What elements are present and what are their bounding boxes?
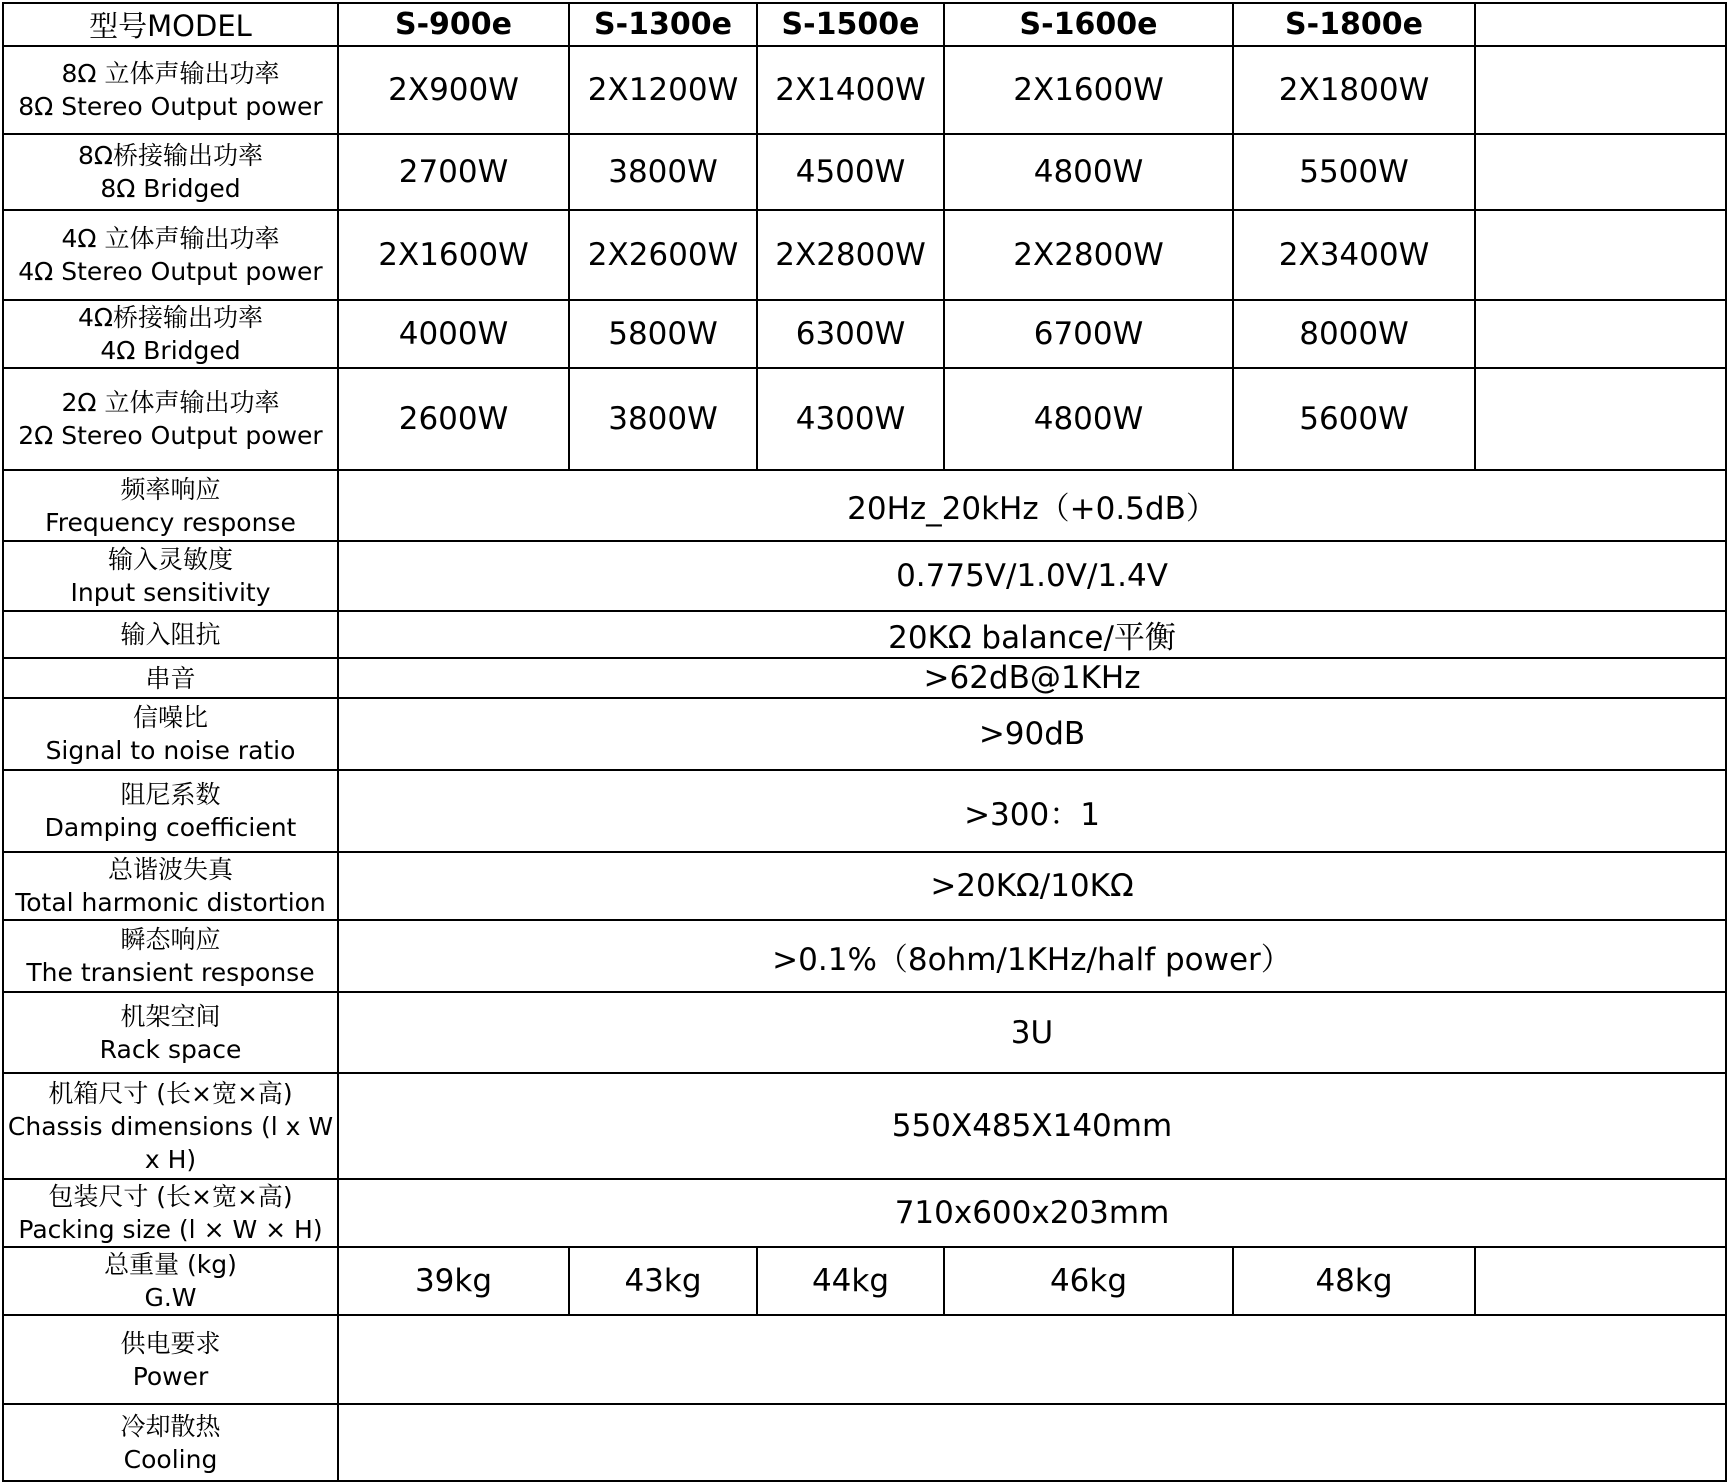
- row-label-cn: 输入阻抗: [120, 620, 221, 649]
- row-label-en: Signal to noise ratio: [45, 736, 296, 765]
- spec-table: [2, 2, 1727, 1482]
- power-row-2ohm-stereo: [3, 368, 1726, 470]
- row-label: [3, 210, 338, 300]
- row-label: [3, 541, 338, 611]
- row-label: [3, 470, 338, 541]
- spec-row-cooling: [3, 1404, 1726, 1481]
- value-cell: 48kg: [1233, 1247, 1475, 1315]
- row-label-en: 8Ω Stereo Output power: [18, 92, 323, 121]
- value-cell: 4800W: [944, 368, 1233, 470]
- value-cell: 4500W: [757, 134, 944, 210]
- value-cell: 2X1600W: [944, 46, 1233, 134]
- row-label-cn: 包装尺寸 (长×宽×高): [48, 1182, 293, 1211]
- row-label-cn: 4Ω 立体声输出功率: [61, 224, 280, 253]
- spec-row-frequency-response: [3, 470, 1726, 541]
- row-label: [3, 770, 338, 852]
- spec-row-packing-size: [3, 1179, 1726, 1247]
- row-label-cn: 2Ω 立体声输出功率: [61, 388, 280, 417]
- row-label-en: Total harmonic distortion: [15, 888, 326, 917]
- row-label-cn: 冷却散热: [120, 1411, 221, 1441]
- spec-value: [338, 1315, 1726, 1404]
- value-cell: 2X2800W: [944, 210, 1233, 300]
- spec-row-snr: [3, 698, 1726, 770]
- row-label-cn: 频率响应: [120, 474, 221, 504]
- power-row-4ohm-bridged: [3, 300, 1726, 368]
- row-label-en: The transient response: [26, 958, 315, 987]
- row-label: [3, 852, 338, 920]
- value-cell: 4800W: [944, 134, 1233, 210]
- row-label-cn: 串音: [145, 663, 196, 693]
- row-label: [3, 992, 338, 1073]
- value-cell: 43kg: [569, 1247, 757, 1315]
- empty-cell: [1475, 300, 1726, 368]
- value-cell: 4000W: [338, 300, 569, 368]
- spec-row-input-sensitivity: [3, 541, 1726, 611]
- row-label-en: Power: [132, 1361, 209, 1391]
- power-row-4ohm-stereo: [3, 210, 1726, 300]
- model-s1300e-header: S-1300e: [569, 3, 757, 46]
- row-label: [3, 368, 338, 470]
- row-label-cn: 总重量 (kg): [104, 1250, 237, 1279]
- value-cell: 4300W: [757, 368, 944, 470]
- spec-value: >300：1: [338, 770, 1726, 852]
- row-label-cn: 机箱尺寸 (长×宽×高): [48, 1078, 293, 1108]
- spec-row-damping: [3, 770, 1726, 852]
- value-cell: 39kg: [338, 1247, 569, 1315]
- value-cell: 2X3400W: [1233, 210, 1475, 300]
- value-cell: 5600W: [1233, 368, 1475, 470]
- row-label: [3, 611, 338, 658]
- header-empty-cell: [1475, 3, 1726, 46]
- spec-value: 20Hz_20kHz（+0.5dB）: [338, 470, 1726, 541]
- spec-row-crosstalk: [3, 658, 1726, 698]
- row-label-cn: 8Ω桥接输出功率: [77, 141, 263, 170]
- value-cell: 6300W: [757, 300, 944, 368]
- model-s1500e-header: S-1500e: [757, 3, 944, 46]
- value-cell: 5500W: [1233, 134, 1475, 210]
- spec-value: >0.1%（8ohm/1KHz/half power）: [338, 920, 1726, 992]
- value-cell: 8000W: [1233, 300, 1475, 368]
- value-cell: 2X2600W: [569, 210, 757, 300]
- value-cell: 2X900W: [338, 46, 569, 134]
- row-label-en: Packing size (l × W × H): [18, 1215, 323, 1244]
- row-label-en: Chassis dimensions (l x W x H): [7, 1111, 334, 1174]
- row-label: [3, 658, 338, 698]
- spec-row-thd: [3, 852, 1726, 920]
- spec-row-rack-space: [3, 992, 1726, 1073]
- row-label: [3, 1179, 338, 1247]
- row-label: [3, 134, 338, 210]
- row-label-cn: 机架空间: [120, 1001, 221, 1031]
- empty-cell: [1475, 368, 1726, 470]
- spec-value: [338, 1404, 1726, 1481]
- spec-value: >20KΩ/10KΩ: [338, 852, 1726, 920]
- empty-cell: [1475, 46, 1726, 134]
- row-label: [3, 46, 338, 134]
- row-label: [3, 300, 338, 368]
- spec-row-chassis-dimensions: [3, 1073, 1726, 1179]
- model-s900e-header: S-900e: [338, 3, 569, 46]
- row-label-cn: 8Ω 立体声输出功率: [61, 59, 280, 88]
- row-label: [3, 1404, 338, 1481]
- spec-value: 0.775V/1.0V/1.4V: [338, 541, 1726, 611]
- value-cell: 5800W: [569, 300, 757, 368]
- row-label-cn: 输入灵敏度: [107, 545, 233, 574]
- value-cell: 44kg: [757, 1247, 944, 1315]
- value-cell: 2600W: [338, 368, 569, 470]
- row-label: [3, 1247, 338, 1315]
- value-cell: 3800W: [569, 134, 757, 210]
- row-label-cn: 供电要求: [120, 1328, 221, 1358]
- power-row-8ohm-bridged: [3, 134, 1726, 210]
- value-cell: 2X1200W: [569, 46, 757, 134]
- row-label: [3, 920, 338, 992]
- row-label-en: Frequency response: [45, 507, 296, 537]
- spec-value: 710x600x203mm: [338, 1179, 1726, 1247]
- spec-row-power: [3, 1315, 1726, 1404]
- spec-value: 3U: [338, 992, 1726, 1073]
- value-cell: 2700W: [338, 134, 569, 210]
- row-label-en: Input sensitivity: [70, 578, 271, 607]
- row-label: [3, 1315, 338, 1404]
- row-label-en: Cooling: [123, 1444, 218, 1474]
- value-cell: 2X1400W: [757, 46, 944, 134]
- row-label-cn: 4Ω桥接输出功率: [77, 303, 263, 332]
- model-s1600e-header: S-1600e: [944, 3, 1233, 46]
- row-label-en: Damping coefficient: [44, 813, 297, 842]
- spec-row-transient: [3, 920, 1726, 992]
- model-s1800e-header: S-1800e: [1233, 3, 1475, 46]
- value-cell: 2X1600W: [338, 210, 569, 300]
- value-cell: 6700W: [944, 300, 1233, 368]
- empty-cell: [1475, 210, 1726, 300]
- row-label-cn: 总谐波失真: [107, 855, 233, 884]
- row-label-en: 4Ω Bridged: [100, 336, 241, 365]
- empty-cell: [1475, 1247, 1726, 1315]
- row-label-en: Rack space: [99, 1034, 242, 1064]
- model-header-label: 型号MODEL: [3, 3, 338, 46]
- row-label-en: G.W: [144, 1283, 197, 1312]
- value-cell: 2X1800W: [1233, 46, 1475, 134]
- value-cell: 46kg: [944, 1247, 1233, 1315]
- row-label-cn: 瞬态响应: [120, 925, 221, 954]
- value-cell: 2X2800W: [757, 210, 944, 300]
- row-label-en: 4Ω Stereo Output power: [18, 257, 323, 286]
- row-label: [3, 1073, 338, 1179]
- spec-row-gross-weight: [3, 1247, 1726, 1315]
- spec-value: 550X485X140mm: [338, 1073, 1726, 1179]
- empty-cell: [1475, 134, 1726, 210]
- value-cell: 3800W: [569, 368, 757, 470]
- power-row-8ohm-stereo: [3, 46, 1726, 134]
- row-label-en: 8Ω Bridged: [100, 174, 241, 203]
- spec-row-input-impedance: [3, 611, 1726, 658]
- spec-value: >62dB@1KHz: [338, 658, 1726, 698]
- row-label-cn: 阻尼系数: [120, 780, 221, 809]
- header-row: [3, 3, 1726, 46]
- row-label-en: 2Ω Stereo Output power: [18, 421, 323, 450]
- row-label: [3, 698, 338, 770]
- spec-value: 20KΩ balance/平衡: [338, 611, 1726, 658]
- row-label-cn: 信噪比: [132, 703, 208, 732]
- spec-value: >90dB: [338, 698, 1726, 770]
